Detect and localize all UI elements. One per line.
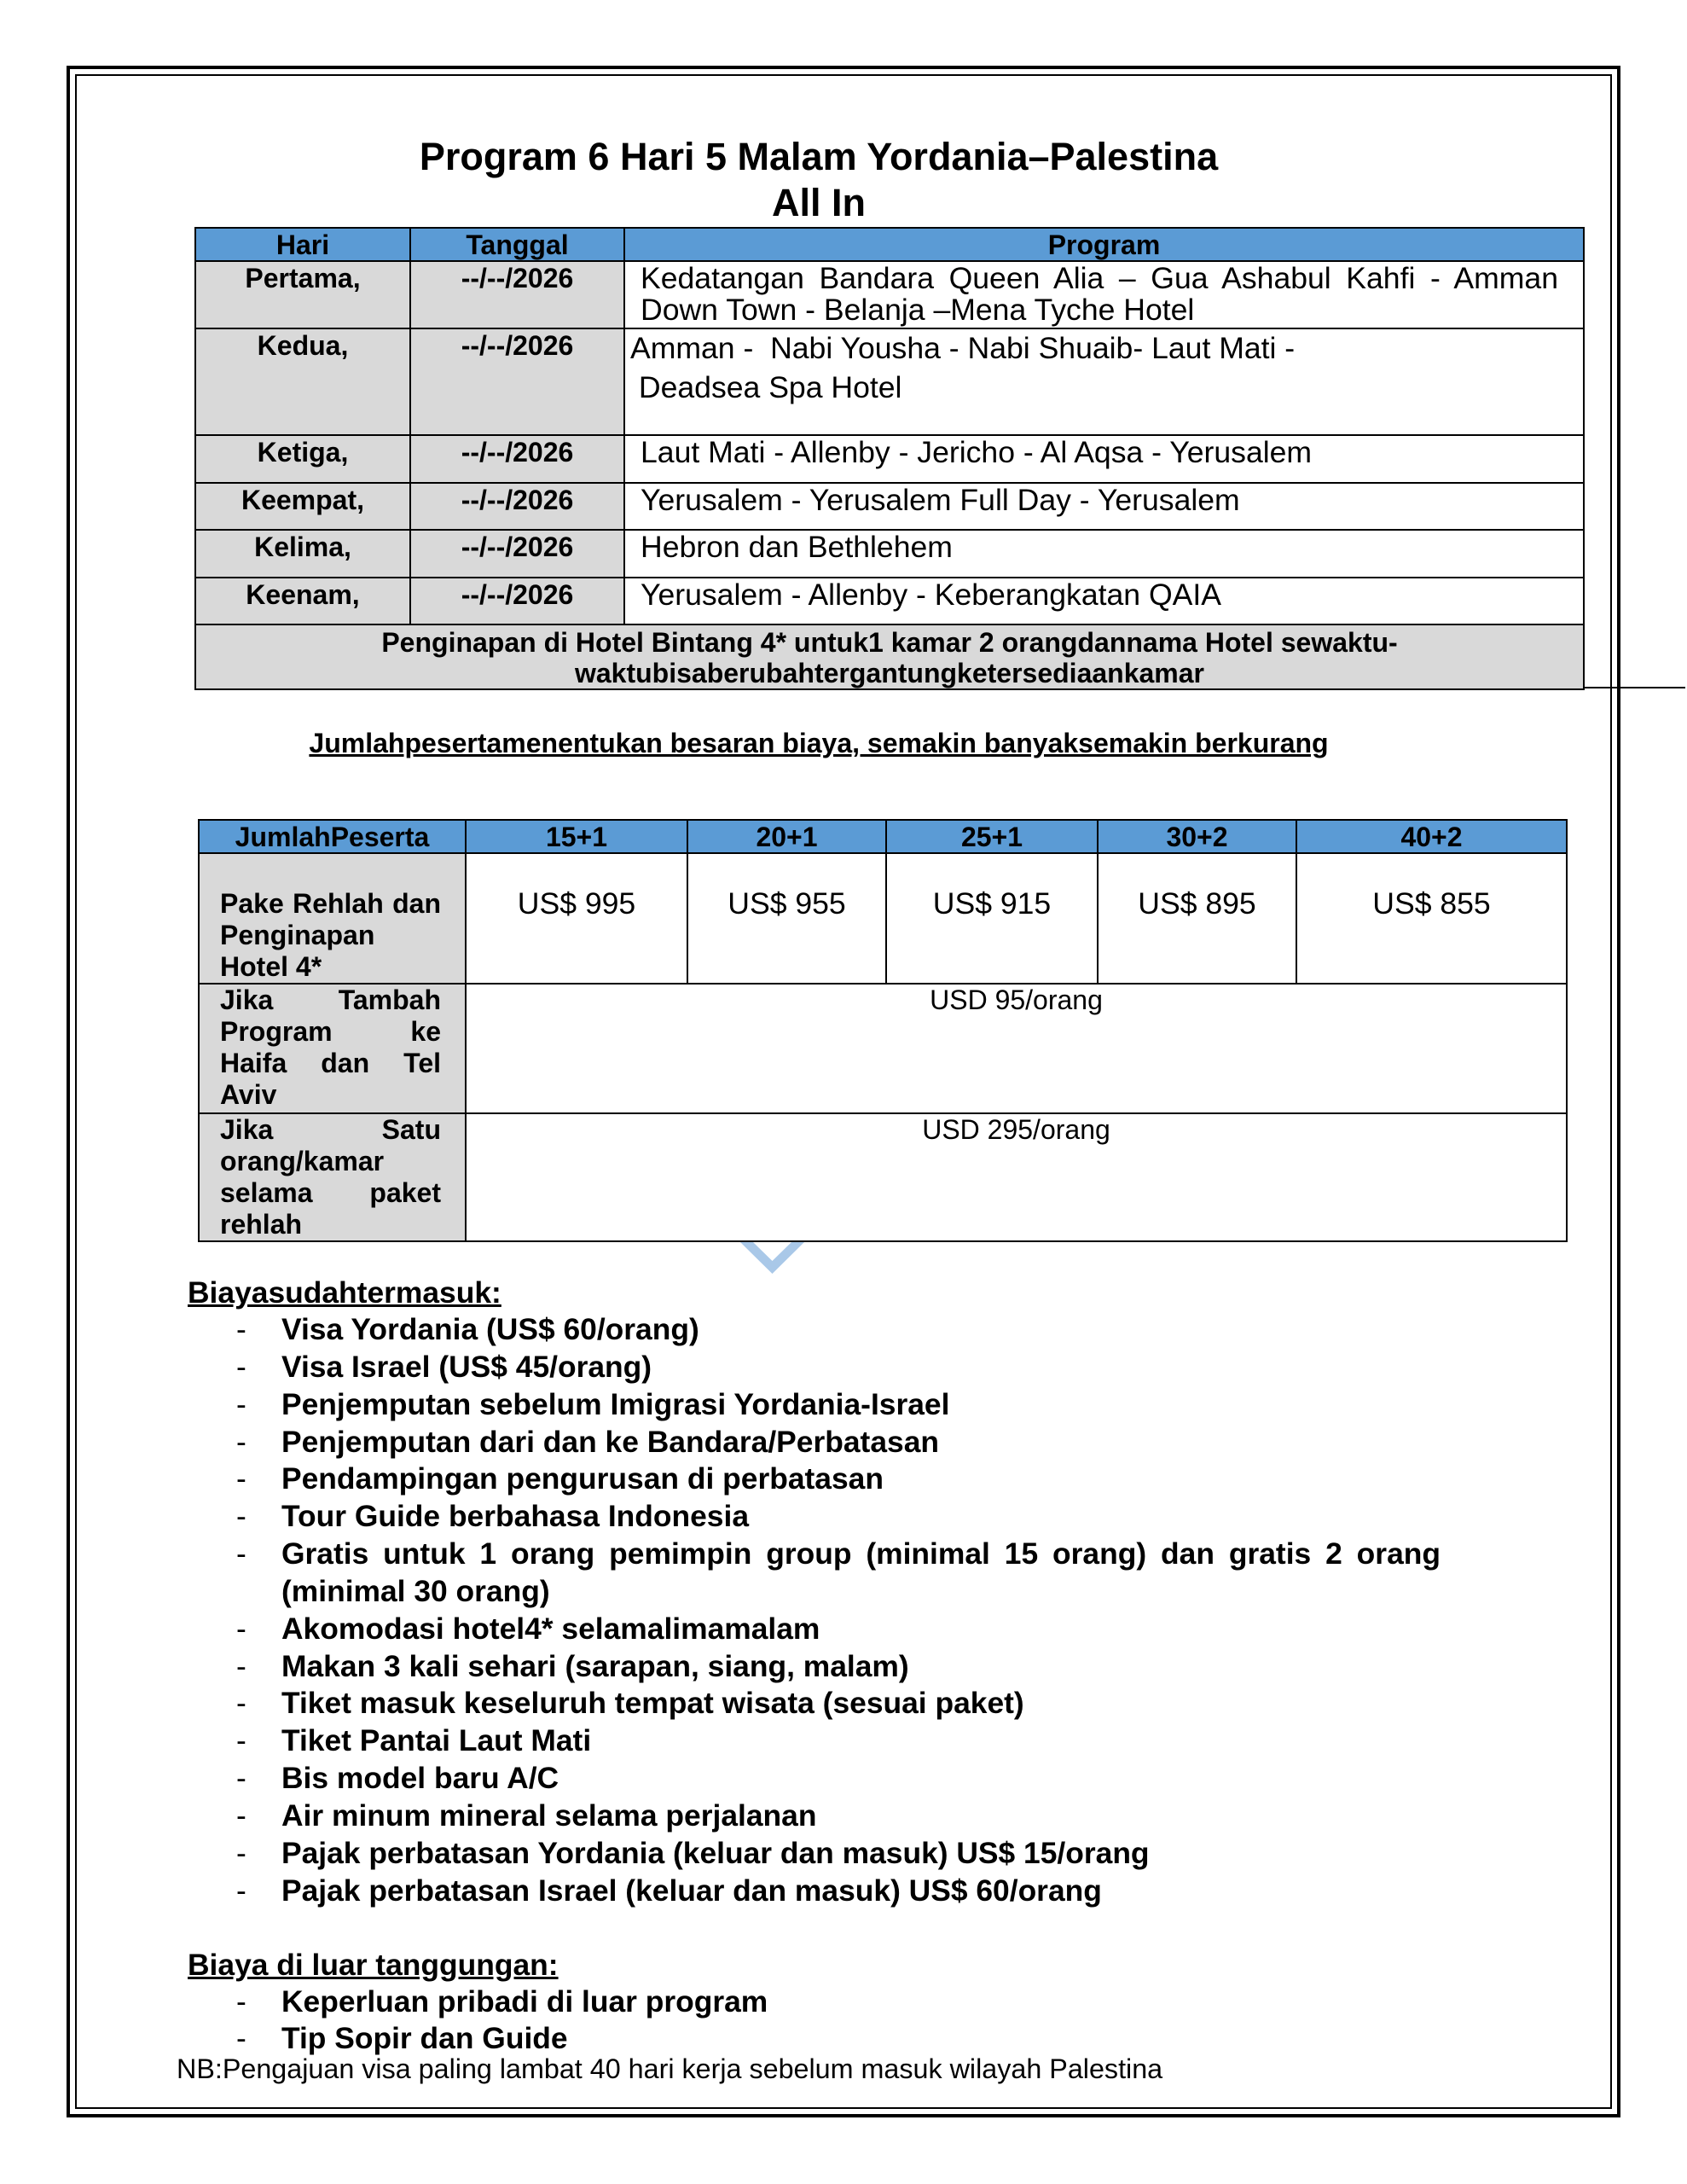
program-cell: Hebron dan Bethlehem xyxy=(624,530,1584,578)
itinerary-header-row xyxy=(195,228,1584,261)
column-header-group-size: 30+2 xyxy=(1098,820,1296,853)
itinerary-row xyxy=(195,578,1584,624)
date-cell: --/--/2026 xyxy=(410,435,624,483)
list-marker: - xyxy=(236,1499,246,1534)
date-cell: --/--/2026 xyxy=(410,328,624,435)
list-item xyxy=(236,1498,1447,1536)
list-item-text: Tip Sopir dan Guide xyxy=(281,2021,568,2055)
row-label-line: Jika Tambah xyxy=(220,985,441,1015)
list-marker: - xyxy=(236,1835,246,1870)
list-item xyxy=(236,2020,1447,2057)
day-cell: Kelima, xyxy=(195,530,410,578)
pricing-header-row xyxy=(199,820,1567,853)
itinerary-row xyxy=(195,328,1584,435)
column-header-group-size: 15+1 xyxy=(466,820,687,853)
list-marker: - xyxy=(236,1349,246,1384)
date-cell: --/--/2026 xyxy=(410,530,624,578)
column-header-date: Tanggal xyxy=(410,228,624,261)
list-item-text: Bis model baru A/C xyxy=(281,1761,559,1796)
package-price-row xyxy=(199,853,1567,984)
accommodation-note: Penginapan di Hotel Bintang 4* untuk1 kamar 2 orangdannama Hotel sewaktu- waktubisaberubahtergantungketersediaankamar xyxy=(195,624,1584,689)
list-item-text: Pendampingan pengurusan di perbatasan xyxy=(281,1461,884,1496)
list-marker: - xyxy=(236,1984,246,2018)
price-cell: US$ 855 xyxy=(1296,853,1567,984)
date-cell: --/--/2026 xyxy=(410,483,624,530)
pricing-note: Jumlahpesertamenentukan besaran biaya, semakin banyaksemakin berkurang xyxy=(309,728,1329,758)
day-cell: Ketiga, xyxy=(195,435,410,483)
list-marker: - xyxy=(236,1611,246,1646)
row-label-line: orang/kamar xyxy=(220,1146,385,1176)
list-item xyxy=(236,1685,1447,1722)
list-item xyxy=(236,1798,1447,1835)
price-cell: US$ 955 xyxy=(687,853,886,984)
chevron-shape xyxy=(740,1242,804,1274)
list-item-text: Penjemputan sebelum Imigrasi Yordania-Israel xyxy=(281,1386,950,1421)
list-item-text: Penjemputan dari dan ke Bandara/Perbatasan xyxy=(281,1424,939,1459)
list-item-text: Tiket masuk keseluruh tempat wisata (sesuai paket) xyxy=(281,1686,1024,1721)
list-marker: - xyxy=(236,1761,246,1796)
row-label-line: Hotel 4* xyxy=(220,951,322,982)
list-item xyxy=(236,1349,1447,1386)
list-item xyxy=(236,1648,1447,1686)
row-label-line: Program ke xyxy=(220,1016,441,1047)
included-heading: Biayasudahtermasuk: xyxy=(188,1275,501,1310)
price-cell: US$ 895 xyxy=(1098,853,1296,984)
itinerary-table xyxy=(194,227,1585,690)
price-cell: US$ 915 xyxy=(886,853,1098,984)
column-header-group-size: 25+1 xyxy=(886,820,1098,853)
row-label-line: Pake Rehlah dan xyxy=(220,888,441,919)
row-label-line: rehlah xyxy=(220,1209,303,1240)
list-item-text: Akomodasi hotel4* selamalimamalam xyxy=(281,1611,820,1646)
single-room-price-cell: USD 295/orang xyxy=(466,1113,1567,1241)
column-header-participants: JumlahPeserta xyxy=(199,820,466,853)
row-label-line: Aviv xyxy=(220,1079,277,1110)
addon-price-cell: USD 95/orang xyxy=(466,984,1567,1113)
row-label xyxy=(199,853,466,984)
list-item xyxy=(236,1760,1447,1798)
list-marker: - xyxy=(236,1686,246,1721)
included-list xyxy=(236,1311,1447,1910)
date-cell: --/--/2026 xyxy=(410,578,624,624)
program-cell: Yerusalem - Allenby - Keberangkatan QAIA xyxy=(624,578,1584,624)
pricing-table xyxy=(198,819,1568,1242)
list-marker: - xyxy=(236,1798,246,1833)
chevron-down-icon xyxy=(740,1242,804,1274)
accommodation-row xyxy=(195,624,1584,689)
program-cell: Yerusalem - Yerusalem Full Day - Yerusalem xyxy=(624,483,1584,530)
list-item xyxy=(236,1611,1447,1648)
row-label-line: Haifa dan Tel xyxy=(220,1048,441,1078)
list-marker: - xyxy=(236,1386,246,1421)
program-cell: Laut Mati - Allenby - Jericho - Al Aqsa - Yerusalem xyxy=(624,435,1584,483)
list-marker: - xyxy=(236,1536,246,1571)
list-item-text: Tour Guide berbahasa Indonesia xyxy=(281,1499,750,1534)
list-item-text: Gratis untuk 1 orang pemimpin group (minimal 15 orang) dan gratis 2 orang (minimal 30 orang) xyxy=(281,1536,1441,1608)
list-item-text: Keperluan pribadi di luar program xyxy=(281,1984,768,2018)
title-main: Program 6 Hari 5 Malam Yordania–Palestina xyxy=(419,135,1219,178)
column-header-program: Program xyxy=(624,228,1584,261)
excluded-list xyxy=(236,1984,1447,2057)
list-item xyxy=(236,1984,1447,2020)
day-cell: Keempat, xyxy=(195,483,410,530)
document-title xyxy=(307,134,1330,226)
date-cell: --/--/2026 xyxy=(410,261,624,328)
list-marker: - xyxy=(236,1312,246,1346)
row-label-line: Penginapan xyxy=(220,920,375,950)
list-item-text: Tiket Pantai Laut Mati xyxy=(281,1723,592,1758)
list-item xyxy=(236,1835,1447,1873)
program-cell: Kedatangan Bandara Queen Alia – Gua Ashabul Kahfi - Amman Down Town - Belanja –Mena Tyche Hotel xyxy=(624,261,1584,328)
list-item-text: Visa Israel (US$ 45/orang) xyxy=(281,1349,652,1384)
single-room-row xyxy=(199,1113,1567,1241)
stray-rule xyxy=(1583,687,1685,688)
list-item xyxy=(236,1386,1447,1424)
list-item-text: Makan 3 kali sehari (sarapan, siang, malam) xyxy=(281,1648,909,1683)
list-item-text: Pajak perbatasan Israel (keluar dan masuk) US$ 60/orang xyxy=(281,1873,1102,1908)
list-item xyxy=(236,1311,1447,1349)
day-cell: Pertama, xyxy=(195,261,410,328)
day-cell: Kedua, xyxy=(195,328,410,435)
list-marker: - xyxy=(236,1873,246,1908)
list-marker: - xyxy=(236,1648,246,1683)
title-sub: All In xyxy=(772,181,866,224)
list-item-text: Visa Yordania (US$ 60/orang) xyxy=(281,1312,699,1346)
itinerary-row xyxy=(195,261,1584,328)
haifa-addon-row xyxy=(199,984,1567,1113)
list-marker: - xyxy=(236,1723,246,1758)
list-marker: - xyxy=(236,1461,246,1496)
itinerary-row xyxy=(195,483,1584,530)
list-marker: - xyxy=(236,1424,246,1459)
visa-note: NB:Pengajuan visa paling lambat 40 hari kerja sebelum masuk wilayah Palestina xyxy=(177,2053,1163,2084)
row-label xyxy=(199,984,466,1113)
list-item xyxy=(236,1536,1447,1611)
itinerary-row xyxy=(195,435,1584,483)
list-item-text: Air minum mineral selama perjalanan xyxy=(281,1798,817,1833)
list-item xyxy=(236,1461,1447,1498)
row-label-line: selama paket xyxy=(220,1177,441,1208)
price-cell: US$ 995 xyxy=(466,853,687,984)
list-item xyxy=(236,1722,1447,1760)
list-item xyxy=(236,1424,1447,1461)
list-item xyxy=(236,1873,1447,1910)
column-header-day: Hari xyxy=(195,228,410,261)
list-item-text: Pajak perbatasan Yordania (keluar dan masuk) US$ 15/orang xyxy=(281,1835,1150,1870)
itinerary-row xyxy=(195,530,1584,578)
excluded-heading: Biaya di luar tanggungan: xyxy=(188,1948,559,1982)
column-header-group-size: 20+1 xyxy=(687,820,886,853)
list-marker: - xyxy=(236,2021,246,2055)
day-cell: Keenam, xyxy=(195,578,410,624)
row-label-line: Jika Satu xyxy=(220,1114,441,1145)
column-header-group-size: 40+2 xyxy=(1296,820,1567,853)
program-cell: Amman - Nabi Yousha - Nabi Shuaib- Laut Mati - Deadsea Spa Hotel xyxy=(624,328,1584,435)
row-label xyxy=(199,1113,466,1241)
